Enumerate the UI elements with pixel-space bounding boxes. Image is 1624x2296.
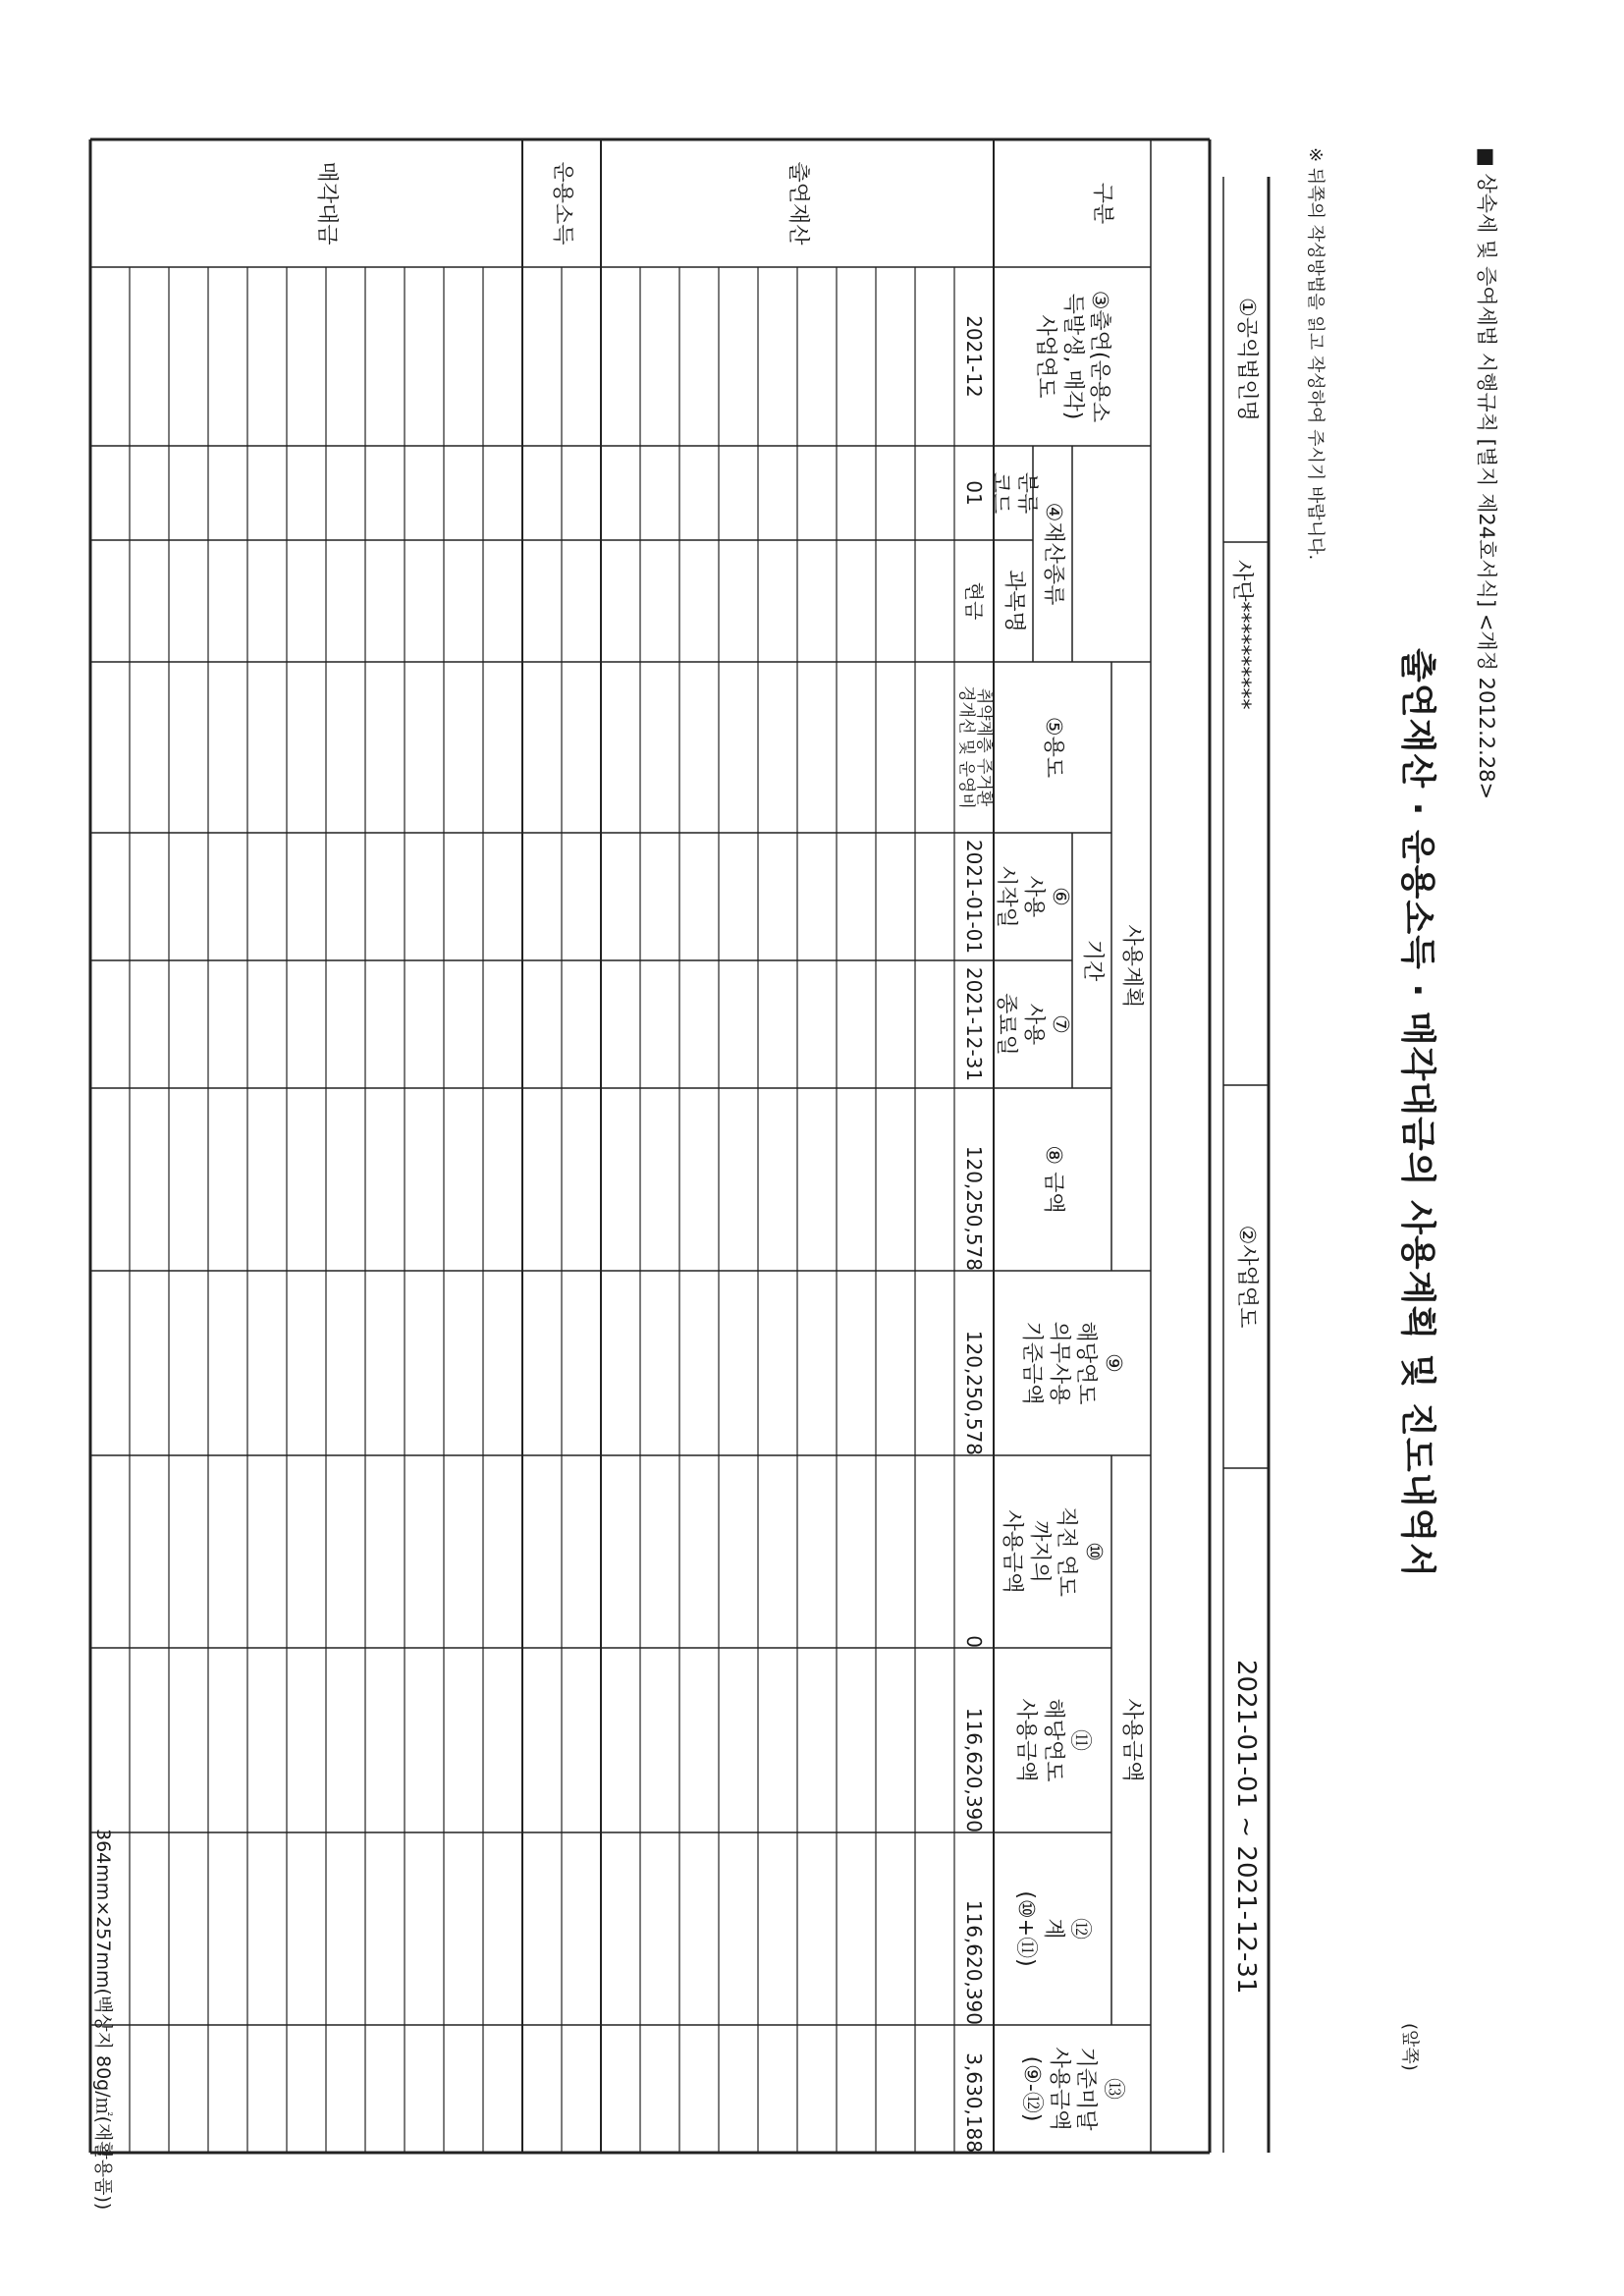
- section-operating-income: 운용소득: [549, 161, 574, 246]
- fiscal-year-value: 2021-01-01 ~ 2021-12-31: [1231, 1660, 1261, 1995]
- row-class-code: 01: [962, 480, 987, 506]
- row-start-date: 2021-01-01: [962, 839, 987, 955]
- page-title: 출연재산 · 운용소득 · 매각대금의 사용계획 및 진도내역서: [1397, 648, 1437, 1578]
- row-prior-used: 0: [962, 1635, 987, 1648]
- col-use-plan: 사용계획: [1118, 924, 1144, 1009]
- col-start-date: ⑥ 사용 시작일: [994, 865, 1073, 928]
- col-year: ③출연(운용소 득발생, 매각) 사업연도: [1033, 290, 1112, 423]
- row-year: 2021-12: [962, 315, 987, 398]
- page-side-label: (앞쪽): [1399, 2023, 1420, 2071]
- corp-name-value: 사단**********: [1229, 560, 1254, 710]
- row-account-name: 현금: [962, 581, 987, 621]
- col-asset-type: ④재산종류: [1040, 502, 1065, 606]
- col-amount: ⑧ 금액: [1040, 1145, 1065, 1214]
- col-shortfall: ⑬ 기준미달 사용금액 (⑨-⑫): [1019, 2047, 1125, 2131]
- col-period: 기간: [1079, 939, 1105, 982]
- col-total: ⑫ 계 (⑩+⑪): [1013, 1890, 1093, 1967]
- col-purpose: ⑤용도: [1040, 716, 1065, 779]
- col-prior-used: ⑩ 직전 연도 까지의 사용금액: [1000, 1505, 1106, 1597]
- notice-line: ※ 뒤쪽의 작성방법을 읽고 작성하여 주시기 바랍니다.: [1305, 147, 1326, 561]
- col-current-used: ⑪ 해당연도 사용금액: [1013, 1698, 1093, 1782]
- row-purpose: 취약계층 주거환 경개선 및 운영비: [956, 685, 994, 809]
- col-end-date: ⑦ 사용 종료일: [994, 993, 1073, 1056]
- row-total: 116,620,390: [962, 1899, 987, 2025]
- paper-size-note: 364mm×257mm(백상지 80g/㎡(재활용품)): [92, 1829, 114, 2211]
- row-current-used: 116,620,390: [962, 1707, 987, 1832]
- col-account-name: 과목명: [1001, 570, 1026, 632]
- col-class-code: 분류 코드: [988, 471, 1040, 515]
- col-category: 구분: [1089, 182, 1114, 225]
- corp-name-label: ①공익법인명: [1233, 298, 1259, 421]
- row-end-date: 2021-12-31: [962, 966, 987, 1082]
- section-sale-proceeds: 매각대금: [313, 161, 339, 246]
- row-required: 120,250,578: [962, 1330, 987, 1455]
- col-required: ⑨ 해당연도 의무사용 기준금액: [1019, 1321, 1125, 1405]
- section-contribution: 출연재산: [785, 161, 810, 246]
- fiscal-year-label: ②사업연도: [1233, 1225, 1259, 1329]
- row-shortfall: 3,630,188: [962, 2052, 987, 2153]
- row-amount: 120,250,578: [962, 1145, 987, 1271]
- regulation-line: ■ 상속세 및 증여세법 시행규칙 [별지 제24호서식] <개정 2012.2.28>: [1475, 147, 1498, 800]
- col-used-amount: 사용금액: [1118, 1698, 1144, 1782]
